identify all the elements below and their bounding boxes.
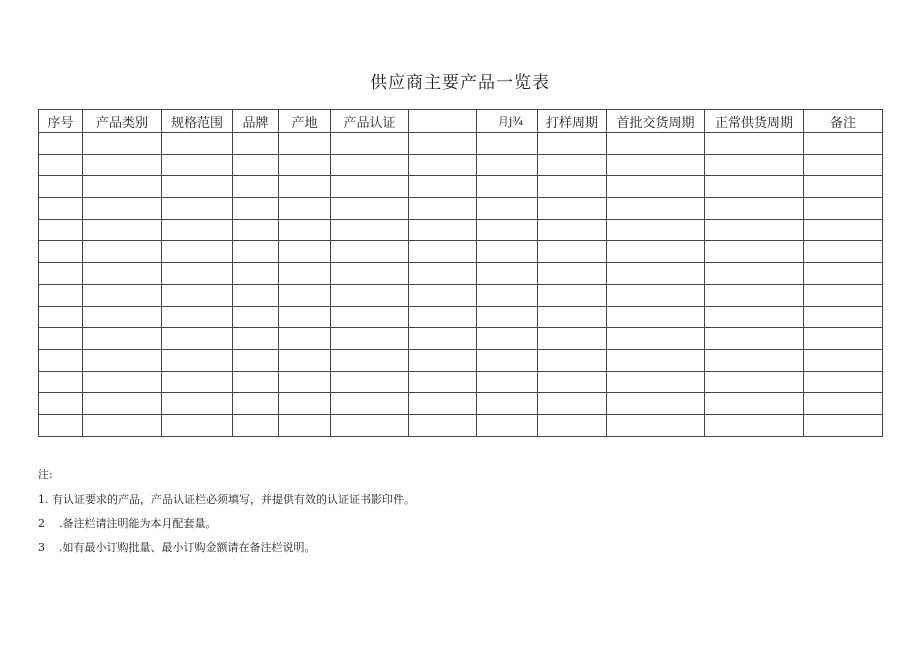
table-cell — [279, 176, 331, 198]
table-cell — [804, 241, 883, 263]
table-cell — [705, 176, 804, 198]
table-cell — [538, 176, 607, 198]
table-row — [39, 241, 883, 263]
header-cell-index: 序号 — [39, 110, 83, 133]
table-cell — [162, 349, 233, 371]
table-cell — [39, 328, 83, 350]
table-cell — [162, 133, 233, 155]
table-cell — [477, 154, 538, 176]
header-cell-certification: 产品认证 — [331, 110, 409, 133]
table-row — [39, 393, 883, 415]
table-cell — [331, 284, 409, 306]
table-cell — [409, 241, 477, 263]
table-cell — [477, 133, 538, 155]
table-cell — [705, 133, 804, 155]
table-cell — [331, 414, 409, 436]
table-row — [39, 306, 883, 328]
table-cell — [39, 349, 83, 371]
table-cell — [607, 284, 705, 306]
page-title: 供应商主要产品一览表 — [370, 73, 550, 93]
table-cell — [279, 154, 331, 176]
table-cell — [477, 219, 538, 241]
note-item-2: 2 .备注栏请注明能为本月配套量。 — [38, 517, 217, 530]
table-cell — [607, 414, 705, 436]
table-cell — [162, 371, 233, 393]
table-cell — [804, 284, 883, 306]
table-cell — [607, 219, 705, 241]
table-cell — [705, 241, 804, 263]
table-cell — [538, 154, 607, 176]
table-cell — [331, 219, 409, 241]
table-cell — [233, 176, 279, 198]
table-cell — [409, 133, 477, 155]
table-cell — [39, 371, 83, 393]
table-cell — [477, 306, 538, 328]
table-body — [39, 133, 883, 437]
table-cell — [538, 263, 607, 285]
table-cell — [477, 393, 538, 415]
header-cell-sample-cycle: 打样周期 — [538, 110, 607, 133]
table-cell — [607, 263, 705, 285]
header-cell-product-category: 产品类别 — [83, 110, 162, 133]
table-cell — [705, 414, 804, 436]
table-cell — [607, 306, 705, 328]
header-cell-spec-range: 规格范围 — [162, 110, 233, 133]
table-cell — [538, 133, 607, 155]
table-cell — [607, 393, 705, 415]
table-cell — [705, 393, 804, 415]
table-cell — [162, 219, 233, 241]
table-cell — [477, 198, 538, 220]
table-cell — [477, 414, 538, 436]
table-cell — [538, 241, 607, 263]
table-cell — [279, 219, 331, 241]
table-cell — [477, 176, 538, 198]
table-cell — [705, 219, 804, 241]
table-cell — [705, 306, 804, 328]
table-cell — [39, 393, 83, 415]
table-row — [39, 414, 883, 436]
table-cell — [409, 349, 477, 371]
table-cell — [409, 284, 477, 306]
table-cell — [331, 176, 409, 198]
table-cell — [279, 349, 331, 371]
table-cell — [477, 263, 538, 285]
header-cell-origin: 产地 — [279, 110, 331, 133]
table-cell — [233, 263, 279, 285]
table-cell — [162, 154, 233, 176]
table-cell — [233, 349, 279, 371]
table-cell — [804, 328, 883, 350]
table-cell — [279, 284, 331, 306]
table-cell — [162, 414, 233, 436]
table-row — [39, 198, 883, 220]
table-row — [39, 371, 883, 393]
table-cell — [607, 176, 705, 198]
table-cell — [538, 328, 607, 350]
table-cell — [705, 328, 804, 350]
header-row — [39, 110, 883, 133]
note-item-1: 1. 有认证要求的产品，产品认证栏必须填写，并提供有效的认证证书影印件。 — [38, 493, 415, 506]
table-cell — [538, 284, 607, 306]
table-cell — [409, 328, 477, 350]
table-cell — [409, 306, 477, 328]
table-cell — [538, 198, 607, 220]
table-cell — [279, 198, 331, 220]
table-cell — [804, 198, 883, 220]
table-cell — [409, 219, 477, 241]
table-cell — [607, 328, 705, 350]
table-cell — [607, 154, 705, 176]
table-cell — [705, 198, 804, 220]
table-cell — [804, 154, 883, 176]
table-cell — [233, 306, 279, 328]
table-cell — [162, 198, 233, 220]
table-cell — [804, 263, 883, 285]
table-cell — [39, 219, 83, 241]
table-cell — [477, 371, 538, 393]
table-cell — [705, 263, 804, 285]
table-cell — [83, 154, 162, 176]
table-cell — [39, 154, 83, 176]
table-cell — [233, 393, 279, 415]
table-cell — [279, 263, 331, 285]
table-cell — [233, 241, 279, 263]
table-cell — [409, 176, 477, 198]
table-cell — [607, 349, 705, 371]
table-cell — [409, 198, 477, 220]
table-cell — [331, 328, 409, 350]
table-cell — [279, 133, 331, 155]
table-cell — [279, 241, 331, 263]
table-cell — [607, 198, 705, 220]
table-cell — [477, 241, 538, 263]
table-cell — [331, 306, 409, 328]
table-row — [39, 328, 883, 350]
table-cell — [804, 371, 883, 393]
table-cell — [331, 198, 409, 220]
table-cell — [162, 306, 233, 328]
table-row — [39, 154, 883, 176]
table-cell — [83, 263, 162, 285]
table-cell — [83, 241, 162, 263]
table-cell — [331, 241, 409, 263]
table-cell — [39, 414, 83, 436]
table-row — [39, 176, 883, 198]
table-cell — [705, 284, 804, 306]
table-cell — [233, 219, 279, 241]
table-cell — [233, 371, 279, 393]
table-cell — [233, 284, 279, 306]
table-row — [39, 284, 883, 306]
header-cell-blank — [409, 110, 477, 133]
table-row — [39, 133, 883, 155]
table-cell — [705, 371, 804, 393]
header-cell-monthly: 月j¾ — [477, 110, 538, 133]
table-cell — [39, 241, 83, 263]
table-cell — [83, 349, 162, 371]
table-cell — [233, 154, 279, 176]
table-cell — [83, 328, 162, 350]
table-cell — [233, 328, 279, 350]
table-cell — [607, 371, 705, 393]
table-cell — [538, 349, 607, 371]
supplier-product-table — [38, 109, 883, 437]
table-cell — [279, 393, 331, 415]
table-cell — [477, 328, 538, 350]
table-cell — [538, 306, 607, 328]
table-cell — [331, 371, 409, 393]
table-cell — [804, 393, 883, 415]
table-row — [39, 263, 883, 285]
header-cell-brand: 品牌 — [233, 110, 279, 133]
table-cell — [83, 198, 162, 220]
table-cell — [409, 263, 477, 285]
table-cell — [39, 306, 83, 328]
table-row — [39, 349, 883, 371]
table-cell — [804, 133, 883, 155]
table-cell — [607, 133, 705, 155]
table-cell — [39, 284, 83, 306]
table-cell — [279, 306, 331, 328]
table-cell — [477, 284, 538, 306]
table-cell — [804, 414, 883, 436]
table-cell — [409, 154, 477, 176]
notes-heading: 注: — [38, 468, 53, 481]
table-cell — [233, 414, 279, 436]
table-cell — [39, 263, 83, 285]
table-cell — [83, 284, 162, 306]
table-cell — [162, 393, 233, 415]
table-row — [39, 219, 883, 241]
table-cell — [279, 328, 331, 350]
table-cell — [83, 371, 162, 393]
table-cell — [279, 414, 331, 436]
table-cell — [331, 263, 409, 285]
header-cell-first-delivery-cycle: 首批交货周期 — [607, 110, 705, 133]
table-cell — [83, 306, 162, 328]
table-cell — [538, 371, 607, 393]
header-cell-normal-supply-cycle: 正常供货周期 — [705, 110, 804, 133]
table-cell — [331, 393, 409, 415]
table-cell — [162, 263, 233, 285]
table-cell — [409, 414, 477, 436]
table-cell — [409, 393, 477, 415]
table-cell — [162, 241, 233, 263]
table-cell — [538, 393, 607, 415]
table-cell — [279, 371, 331, 393]
table-cell — [83, 219, 162, 241]
table-cell — [409, 371, 477, 393]
table-cell — [83, 393, 162, 415]
table-cell — [804, 219, 883, 241]
table-cell — [477, 349, 538, 371]
table-cell — [39, 133, 83, 155]
table-cell — [233, 198, 279, 220]
table-cell — [607, 241, 705, 263]
table-cell — [39, 198, 83, 220]
table-cell — [331, 133, 409, 155]
table-cell — [705, 349, 804, 371]
note-item-3: 3 .如有最小订购批量、最小订购金额请在备注栏说明。 — [38, 541, 316, 554]
table-cell — [233, 133, 279, 155]
table-cell — [331, 349, 409, 371]
header-cell-remarks: 备注 — [804, 110, 883, 133]
table-cell — [162, 328, 233, 350]
table-cell — [83, 414, 162, 436]
table-cell — [804, 306, 883, 328]
table-cell — [331, 154, 409, 176]
table-cell — [538, 414, 607, 436]
table-cell — [162, 176, 233, 198]
table-cell — [39, 176, 83, 198]
table-cell — [162, 284, 233, 306]
table-cell — [705, 154, 804, 176]
table-cell — [804, 176, 883, 198]
table-cell — [83, 176, 162, 198]
table-cell — [538, 219, 607, 241]
table-cell — [83, 133, 162, 155]
table-cell — [804, 349, 883, 371]
